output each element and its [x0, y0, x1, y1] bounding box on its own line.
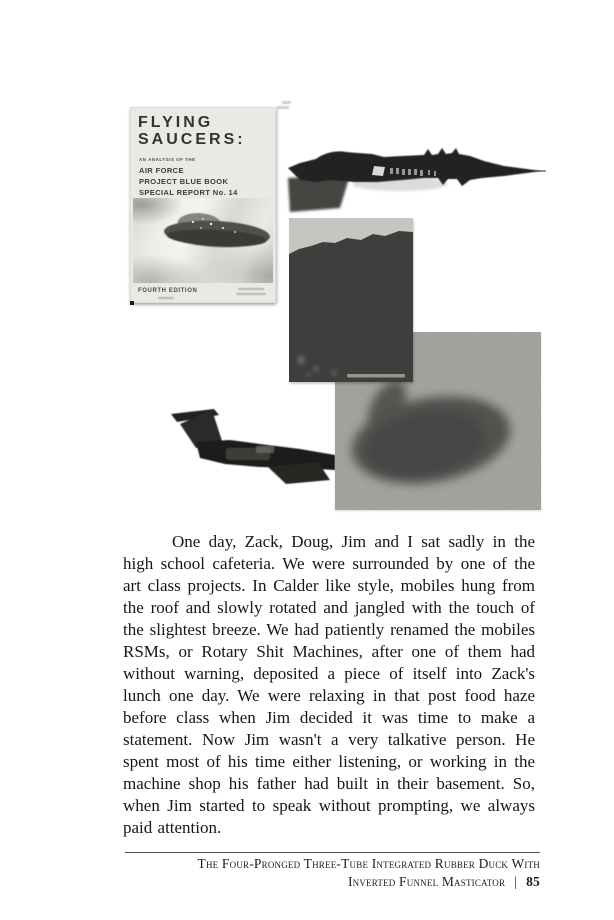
jet-canopy-highlight [256, 446, 274, 453]
mountain-silhouette [289, 231, 413, 382]
body-paragraph: One day, Zack, Doug, Jim and I sat sadly in the high school cafeteria. We were surrounded by one of the art class projects. In Calder like style, mobiles hung from the roof and slowly rotated and jangled with the touch of the slightest breeze. We had patiently renamed the mobiles RSMs, or Rotary Shit Machines, after one of them had without warning, deposited a piece of itself into Zack's lunch one day. We were relaxing in that post food haze before class when Jim decided it was time to make a statement. Now Jim wasn't a very talkative person. He spent most of his time either listening, or working in the machine shop his father had built in their basement. So, when Jim started to speak without prompting, we always paid attention. [123, 532, 535, 837]
cover-subject-line3: SPECIAL REPORT No. 14 [139, 188, 238, 197]
cover-title-line1: FLYING [138, 114, 214, 131]
illegible-credit-smudge [236, 293, 266, 295]
jet-fighter-photo [168, 402, 335, 497]
experimental-aircraft-photo [280, 138, 546, 220]
cover-subject-line1: AIR FORCE [139, 166, 184, 175]
cover-edition-label: FOURTH EDITION [138, 288, 198, 294]
page-footer [125, 855, 540, 891]
page-number: 85 [526, 874, 540, 889]
cover-tagline: AN ANALYSIS OF THE [139, 157, 196, 162]
photo-caption-smudge [347, 374, 405, 378]
footer-separator: | [514, 874, 518, 889]
footer-title-line2-row [125, 873, 540, 891]
flying-saucer-image [133, 198, 273, 283]
cover-corner-mark [130, 301, 134, 305]
aircraft-insignia [372, 166, 385, 176]
footer-title-line2: Inverted Funnel Masticator [347, 874, 506, 889]
cover-subject-line2: PROJECT BLUE BOOK [139, 177, 229, 186]
cover-title [138, 114, 246, 148]
mountain-ridge-photo [289, 218, 413, 382]
footer-title-line1: The Four-Pronged Three-Tube Integrated Rubber Duck With [197, 856, 540, 871]
saucer-cover-photo [133, 198, 273, 283]
illegible-credit-smudge [238, 288, 264, 290]
cover-subject-lines [139, 165, 238, 198]
cover-title-line2: SAUCERS: [138, 131, 246, 148]
faint-catalog-mark [277, 99, 293, 112]
flying-saucers-book-cover [130, 107, 276, 303]
illegible-date-smudge [158, 297, 174, 299]
footer-divider [125, 852, 540, 853]
